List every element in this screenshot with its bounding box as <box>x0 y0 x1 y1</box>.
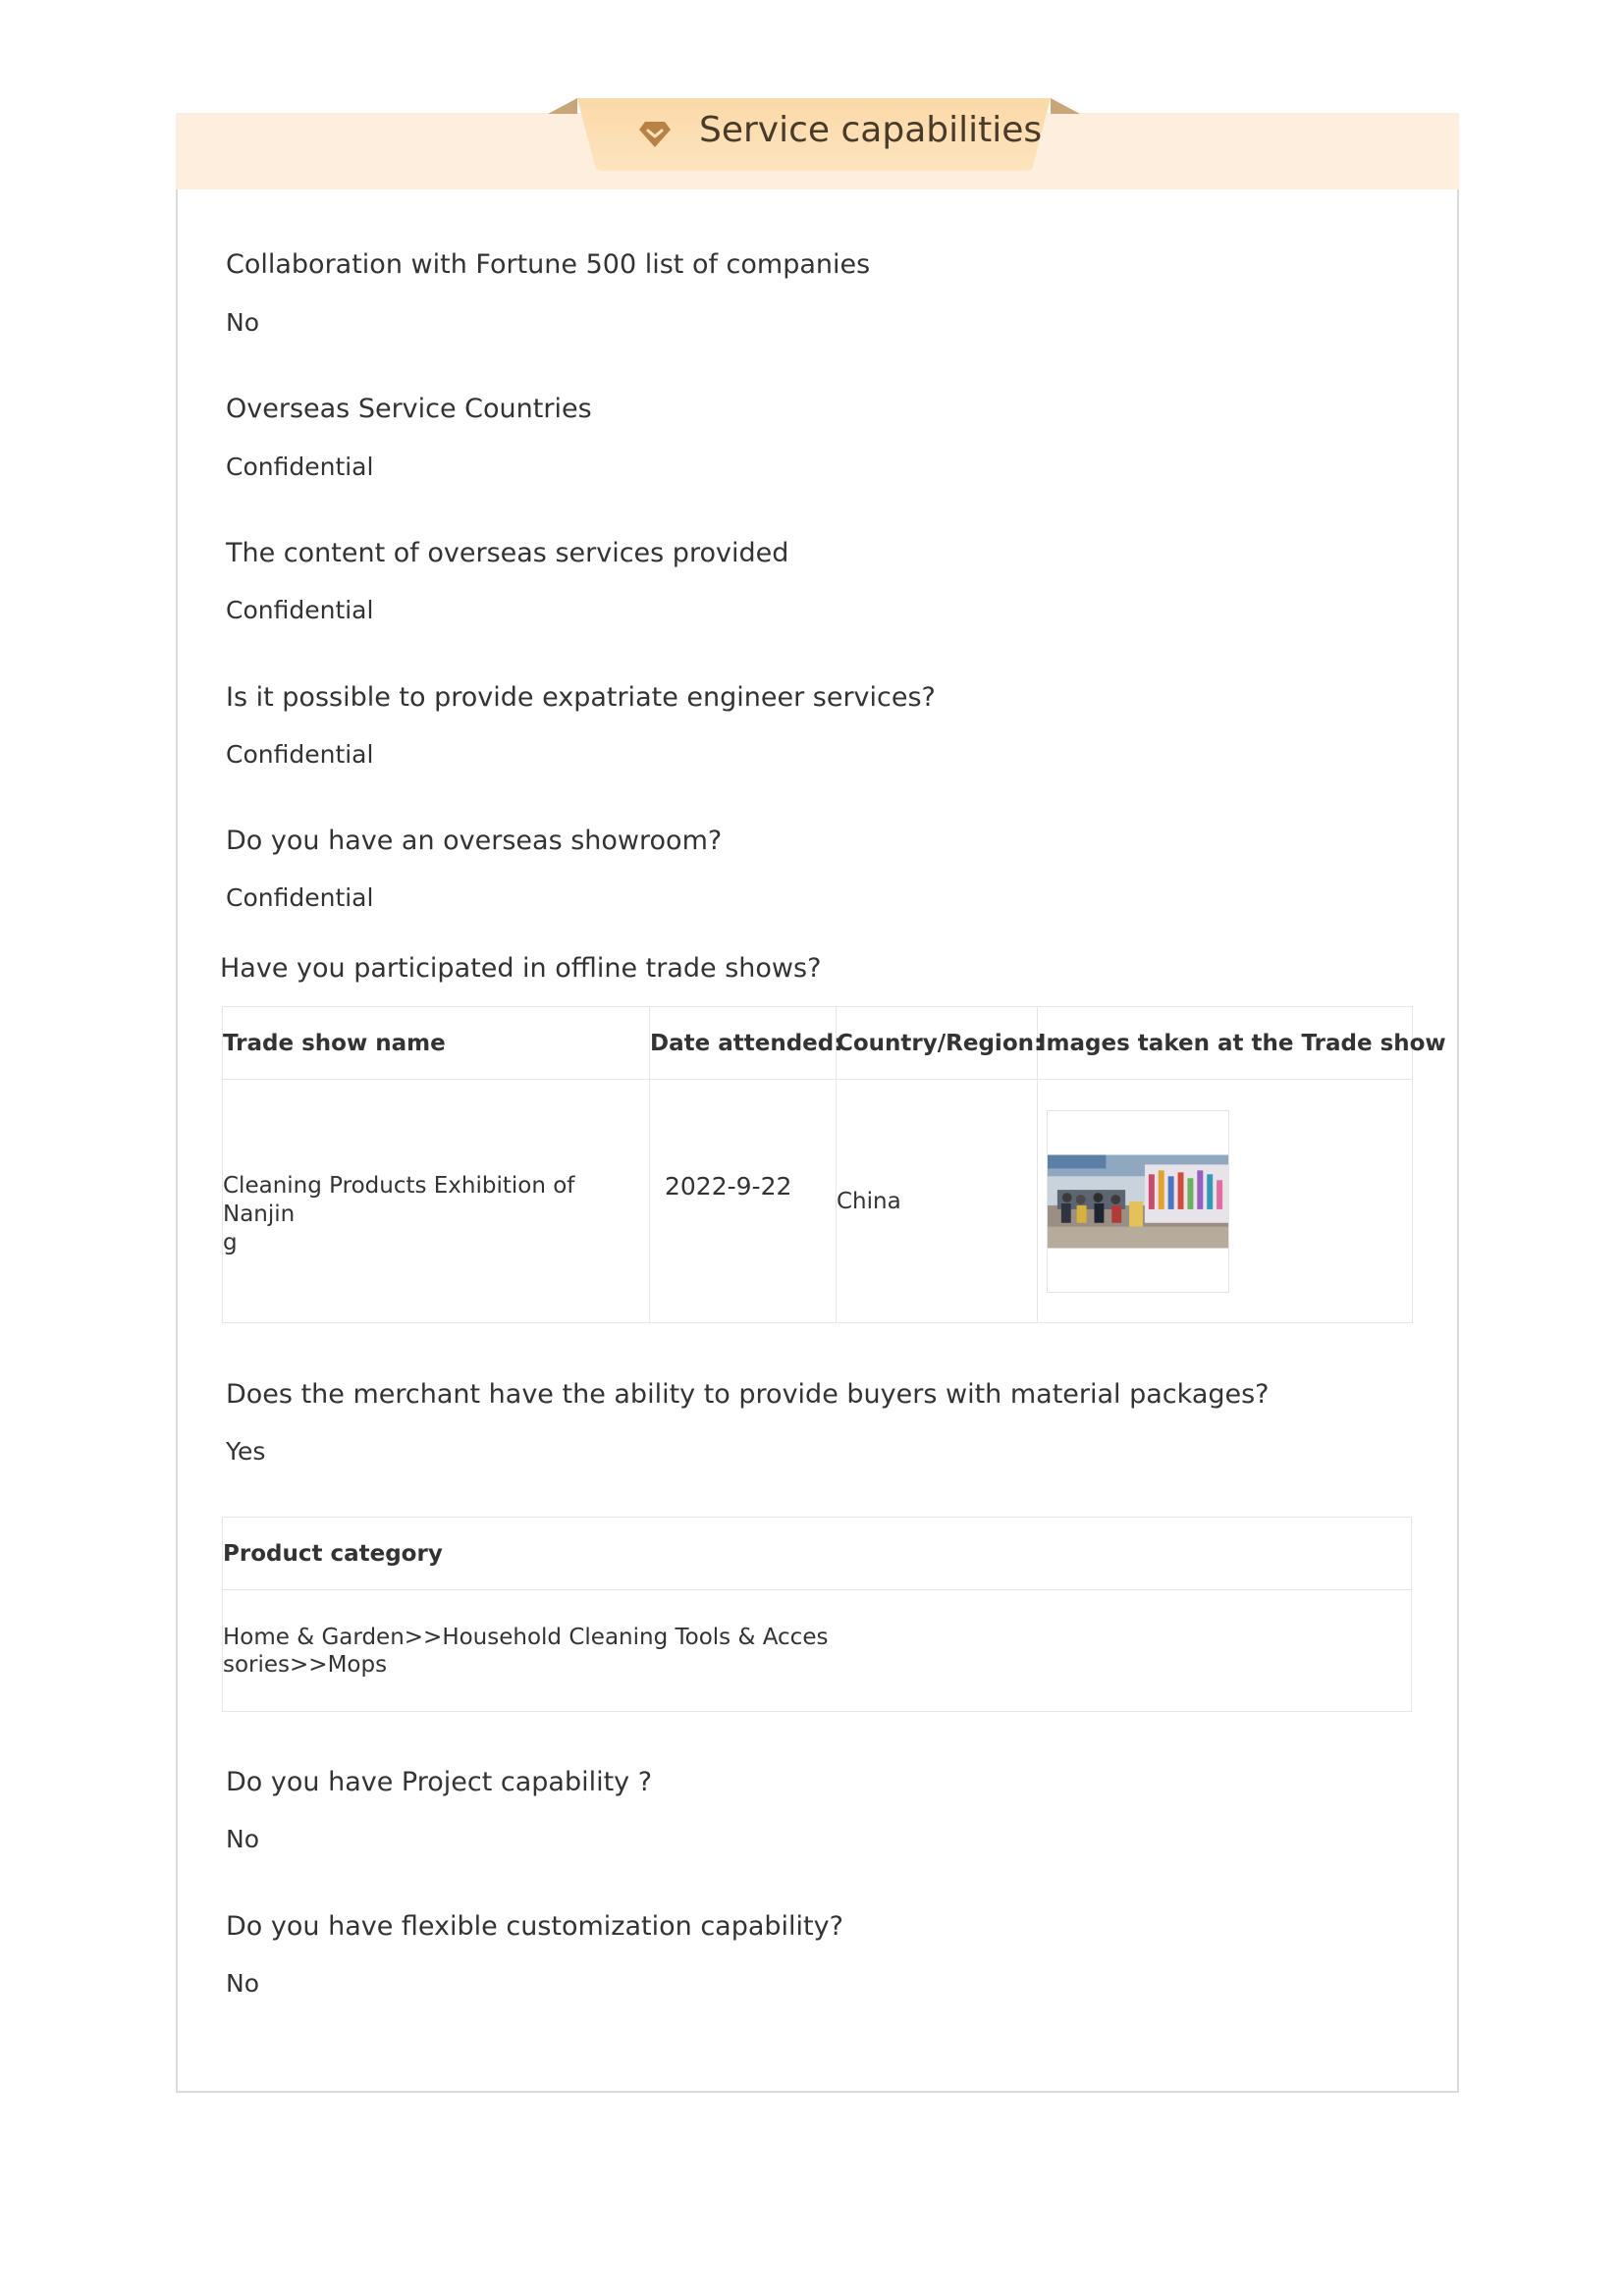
question-flexible-customization: Do you have flexible customization capability? <box>226 1911 843 1942</box>
product-category-line2: sories>>Mops <box>223 1651 388 1678</box>
answer-fortune500: No <box>226 308 259 337</box>
question-overseas-showroom: Do you have an overseas showroom? <box>226 826 723 856</box>
tab-wing-left <box>548 98 577 114</box>
trade-show-country: China <box>837 1188 901 1214</box>
table-header-row <box>223 1007 1413 1080</box>
trade-show-image-cell <box>1038 1080 1413 1323</box>
answer-overseas-showroom: Confidential <box>226 883 374 912</box>
answer-overseas-countries: Confidential <box>226 453 374 481</box>
answer-material-packages: Yes <box>226 1437 266 1466</box>
question-overseas-services: The content of overseas services provided <box>226 538 789 568</box>
diamond-icon <box>637 116 673 151</box>
table-row <box>223 1590 1412 1712</box>
trade-show-date: 2022-9-22 <box>665 1172 792 1201</box>
trade-show-date-cell <box>650 1080 837 1323</box>
trade-show-country-cell <box>837 1080 1038 1323</box>
col-product-category: Product category <box>223 1518 1412 1590</box>
section-title: Service capabilities <box>699 110 1043 150</box>
question-material-packages: Does the merchant have the ability to provide buyers with material packages? <box>226 1379 1270 1410</box>
answer-overseas-services: Confidential <box>226 596 374 624</box>
tab-wing-right <box>1051 98 1080 114</box>
question-overseas-countries: Overseas Service Countries <box>226 394 592 424</box>
product-category-line1: Home & Garden>>Household Cleaning Tools & Acces <box>223 1624 829 1650</box>
col-trade-show-name: Trade show name <box>223 1007 650 1080</box>
trade-show-table <box>222 1006 1446 1323</box>
question-expatriate-engineer: Is it possible to provide expatriate engineer services? <box>226 682 936 713</box>
col-trade-show-images: Images taken at the Trade show <box>1038 1007 1413 1080</box>
trade-show-name-line2: g <box>223 1230 238 1255</box>
product-category-table <box>222 1517 1412 1712</box>
question-trade-shows: Have you participated in offline trade shows? <box>220 953 822 984</box>
trade-show-name-line1: Cleaning Products Exhibition of Nanjin <box>223 1173 575 1227</box>
trade-show-photo-image <box>1048 1154 1228 1249</box>
trade-show-photo[interactable] <box>1047 1110 1229 1293</box>
answer-expatriate-engineer: Confidential <box>226 740 374 769</box>
answer-project-capability: No <box>226 1825 259 1853</box>
question-project-capability: Do you have Project capability ? <box>226 1767 653 1797</box>
product-category-cell <box>223 1590 1412 1712</box>
question-fortune500: Collaboration with Fortune 500 list of companies <box>226 249 871 280</box>
col-country-region: Country/Region: <box>837 1007 1038 1080</box>
table-row <box>223 1080 1413 1323</box>
answer-flexible-customization: No <box>226 1969 259 1998</box>
col-date-attended: Date attended: <box>650 1007 837 1080</box>
trade-show-name-cell <box>223 1080 650 1323</box>
product-category-header-row <box>223 1518 1412 1590</box>
